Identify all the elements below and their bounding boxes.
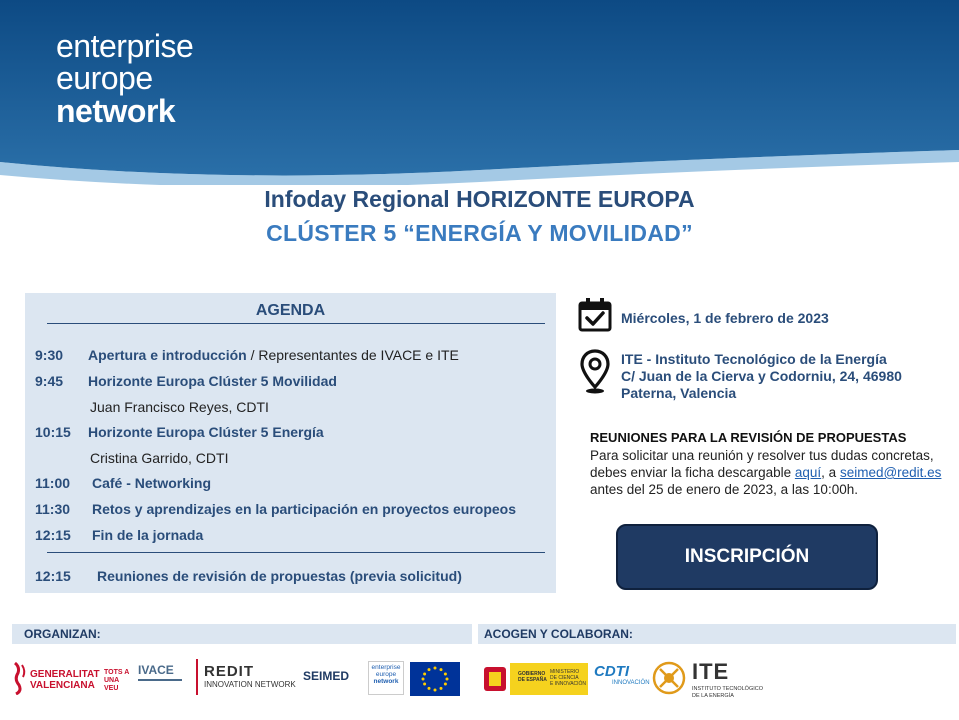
- agenda-divider: [47, 552, 545, 553]
- cdti-text: CDTI: [594, 663, 629, 680]
- een-logo: [56, 30, 193, 128]
- een-small-line: europe: [375, 671, 397, 678]
- eu-flag-icon: [410, 662, 460, 701]
- ite-text: ITE: [692, 659, 730, 684]
- agenda-item-extra: [35, 568, 462, 584]
- meetings-title: REUNIONES PARA LA REVISIÓN DE PROPUESTAS: [590, 430, 907, 445]
- ite-subtext: INSTITUTO TECNOLÓGICO: [692, 686, 763, 692]
- gva-line-2: VALENCIANA: [30, 680, 95, 691]
- gobierno-line: DE ESPAÑA: [518, 677, 547, 683]
- cdti-logo: [594, 663, 650, 686]
- gva-line-1: GENERALITAT: [30, 669, 100, 680]
- agenda-box: [25, 293, 556, 593]
- agenda-time: 9:30: [35, 347, 64, 363]
- download-form-link[interactable]: aquí: [794, 465, 822, 480]
- agenda-time: 9:45: [35, 373, 64, 389]
- agenda-item: [35, 373, 337, 389]
- een-small-line: enterprise: [371, 664, 401, 671]
- agenda-item: [35, 501, 516, 517]
- agenda-time: 12:15: [35, 527, 71, 543]
- agenda-title: Retos y aprendizajes en la participación en proyectos europeos: [92, 501, 517, 517]
- meetings-text: [590, 447, 955, 498]
- venue-address: C/ Juan de la Cierva y Codorniu, 24, 46980: [621, 368, 902, 384]
- redit-logo: [204, 663, 296, 689]
- agenda-speaker: Cristina Garrido, CDTI: [90, 450, 229, 466]
- een-small-logo: [368, 661, 404, 695]
- agenda-time: 11:00: [35, 475, 71, 491]
- venue-name: ITE - Instituto Tecnológico de la Energía: [621, 351, 887, 367]
- email-link[interactable]: seimed@redit.es: [839, 465, 942, 480]
- agenda-divider: [47, 323, 545, 324]
- divider: [196, 659, 198, 695]
- tots-a-una-veu: TOTS A UNA VEU: [104, 669, 130, 692]
- acogen-bar: [478, 624, 956, 644]
- agenda-title: Fin de la jornada: [92, 527, 204, 543]
- organizan-bar: [12, 624, 472, 644]
- partner-logos: [0, 655, 959, 715]
- gobierno-line: GOBIERNO: [518, 671, 546, 677]
- agenda-title-suffix: / Representantes de IVACE e ITE: [246, 347, 459, 363]
- ivace-logo: [138, 663, 188, 687]
- inscripcion-button[interactable]: INSCRIPCIÓN: [616, 524, 878, 590]
- seimed-logo: SEIMED: [303, 669, 350, 683]
- ministerio-line: E INNOVACIÓN: [550, 681, 587, 687]
- agenda-time: 10:15: [35, 424, 71, 440]
- ivace-text: IVACE: [138, 663, 174, 677]
- redit-subtext: INNOVATION NETWORK: [204, 680, 296, 689]
- meetings-text-part: Para solicitar una reunión y resolver tus dudas concretas, debes enviar la ficha descargable: [590, 448, 934, 480]
- meetings-text-part: antes del 25 de enero de 2023, a las 10:00h.: [590, 482, 858, 497]
- logo-line-1: enterprise: [56, 28, 194, 64]
- acogen-label: ACOGEN Y COLABORAN:: [484, 627, 633, 641]
- een-small-line: network: [373, 678, 399, 685]
- logo-line-2: europe: [56, 60, 153, 96]
- agenda-title: Café - Networking: [92, 475, 212, 491]
- logo-line-3: network: [56, 93, 176, 129]
- cdti-subtext: INNOVACIÓN: [612, 680, 650, 686]
- page-subtitle: CLÚSTER 5 “ENERGÍA Y MOVILIDAD”: [266, 220, 693, 246]
- venue-city: Paterna, Valencia: [621, 385, 737, 401]
- agenda-item: [35, 347, 459, 363]
- agenda-title: Horizonte Europa Clúster 5 Movilidad: [88, 373, 337, 389]
- gobierno-logo: [480, 663, 588, 695]
- header-banner: [0, 0, 959, 185]
- agenda-title: Reuniones de revisión de propuestas (previa solicitud): [97, 568, 462, 584]
- calendar-icon: [577, 297, 613, 338]
- meetings-text-part: , a: [821, 465, 840, 480]
- agenda-item: [35, 527, 203, 543]
- ite-subtext: DE LA ENERGÍA: [692, 693, 734, 699]
- event-date: Miércoles, 1 de febrero de 2023: [621, 310, 829, 326]
- location-pin-icon: [580, 349, 610, 400]
- agenda-speaker: Juan Francisco Reyes, CDTI: [90, 399, 269, 415]
- agenda-time: 12:15: [35, 568, 71, 584]
- agenda-title: Horizonte Europa Clúster 5 Energía: [88, 424, 324, 440]
- organizan-label: ORGANIZAN:: [24, 627, 101, 641]
- agenda-item: [35, 424, 324, 440]
- ite-logo: [692, 661, 763, 700]
- agenda-title: Apertura e introducción: [88, 347, 247, 363]
- agenda-item: [35, 475, 211, 491]
- ite-emblem-icon: [652, 659, 686, 702]
- agenda-time: 11:30: [35, 501, 71, 517]
- ministerio-line: MINISTERIO: [550, 669, 580, 675]
- ministerio-line: DE CIENCIA: [550, 675, 579, 681]
- agenda-heading: AGENDA: [255, 302, 326, 319]
- page-title: Infoday Regional HORIZONTE EUROPA: [264, 186, 695, 212]
- redit-text: REDIT: [204, 663, 254, 680]
